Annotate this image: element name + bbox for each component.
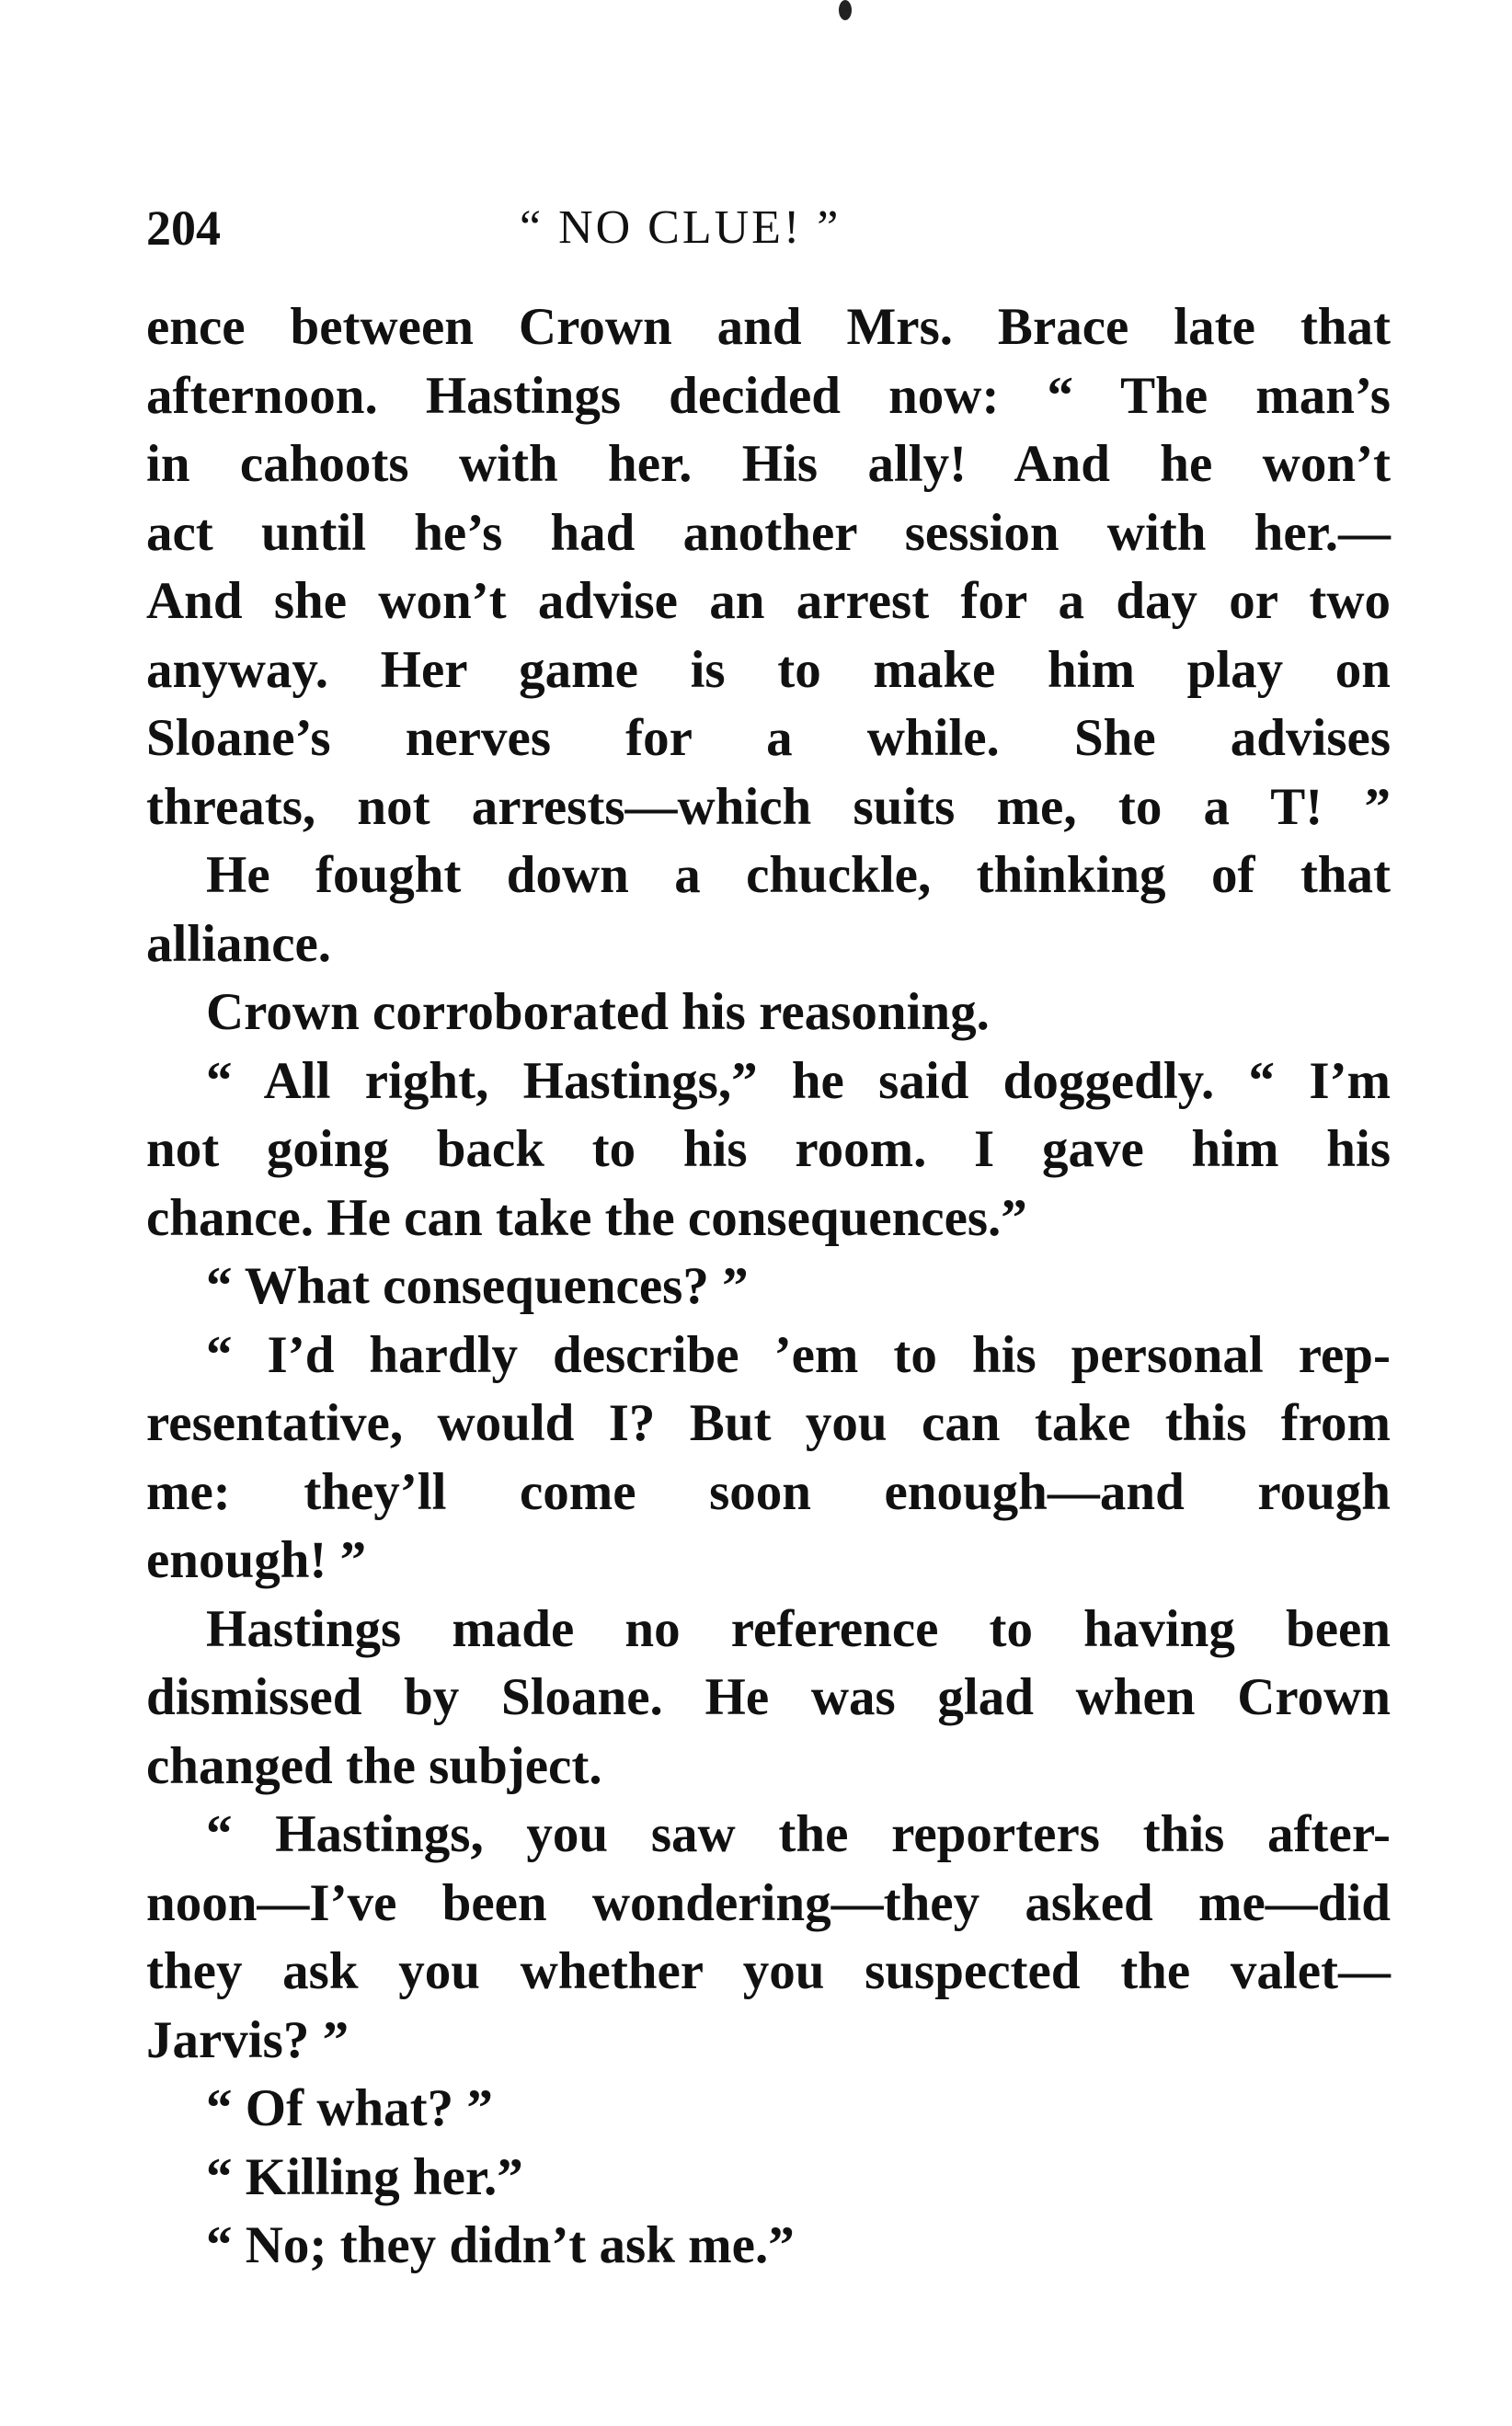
text-line: “ All right, Hastings,” he said doggedly. “ I’m (206, 1051, 1391, 1110)
page-header (146, 195, 1391, 261)
text-line: resentative, would I? But you can take this from (146, 1394, 1391, 1452)
running-title: “ NO CLUE! ” (520, 201, 842, 254)
text-line: anyway. Her game is to make him play on (146, 640, 1391, 699)
text-line: afternoon. Hastings decided now: “ The man’s (146, 366, 1391, 425)
text-line: “ Hastings, you saw the reporters this after- (206, 1805, 1391, 1863)
text-line: enough! ” (146, 1531, 367, 1589)
text-line: noon—I’ve been wondering—they asked me—did (146, 1873, 1391, 1932)
text-line: threats, not arrests—which suits me, to a T! ” (146, 777, 1391, 836)
text-line: not going back to his room. I gave him his (146, 1120, 1391, 1178)
text-line: ence between Crown and Mrs. Brace late that (146, 298, 1391, 356)
text-line: “ I’d hardly describe ’em to his personal rep- (206, 1325, 1391, 1384)
text-line: Sloane’s nerves for a while. She advises (146, 709, 1391, 767)
text-line: dismissed by Sloane. He was glad when Crown (146, 1668, 1391, 1726)
page-body-text (146, 293, 1391, 2281)
page-number: 204 (146, 200, 221, 256)
text-line: Hastings made no reference to having been (206, 1599, 1391, 1658)
text-line: Jarvis? ” (146, 2010, 349, 2069)
text-line: “ Of what? ” (206, 2079, 493, 2137)
scan-speck (839, 0, 852, 20)
text-line: “ No; they didn’t ask me.” (206, 2216, 795, 2274)
text-line: alliance. (146, 914, 332, 973)
text-line: act until he’s had another session with her.— (146, 503, 1391, 562)
text-line: “ Killing her.” (206, 2147, 523, 2206)
text-line: changed the subject. (146, 1736, 602, 1795)
text-line: chance. He can take the consequences.” (146, 1188, 1027, 1247)
text-line: they ask you whether you suspected the valet— (146, 1942, 1391, 2000)
text-line: “ What consequences? ” (206, 1257, 749, 1315)
text-line: And she won’t advise an arrest for a day or two (146, 572, 1391, 630)
text-line: He fought down a chuckle, thinking of that (206, 846, 1391, 904)
text-line: in cahoots with her. His ally! And he won’t (146, 435, 1391, 493)
text-line: me: they’ll come soon enough—and rough (146, 1462, 1391, 1521)
text-line: Crown corroborated his reasoning. (206, 983, 990, 1041)
